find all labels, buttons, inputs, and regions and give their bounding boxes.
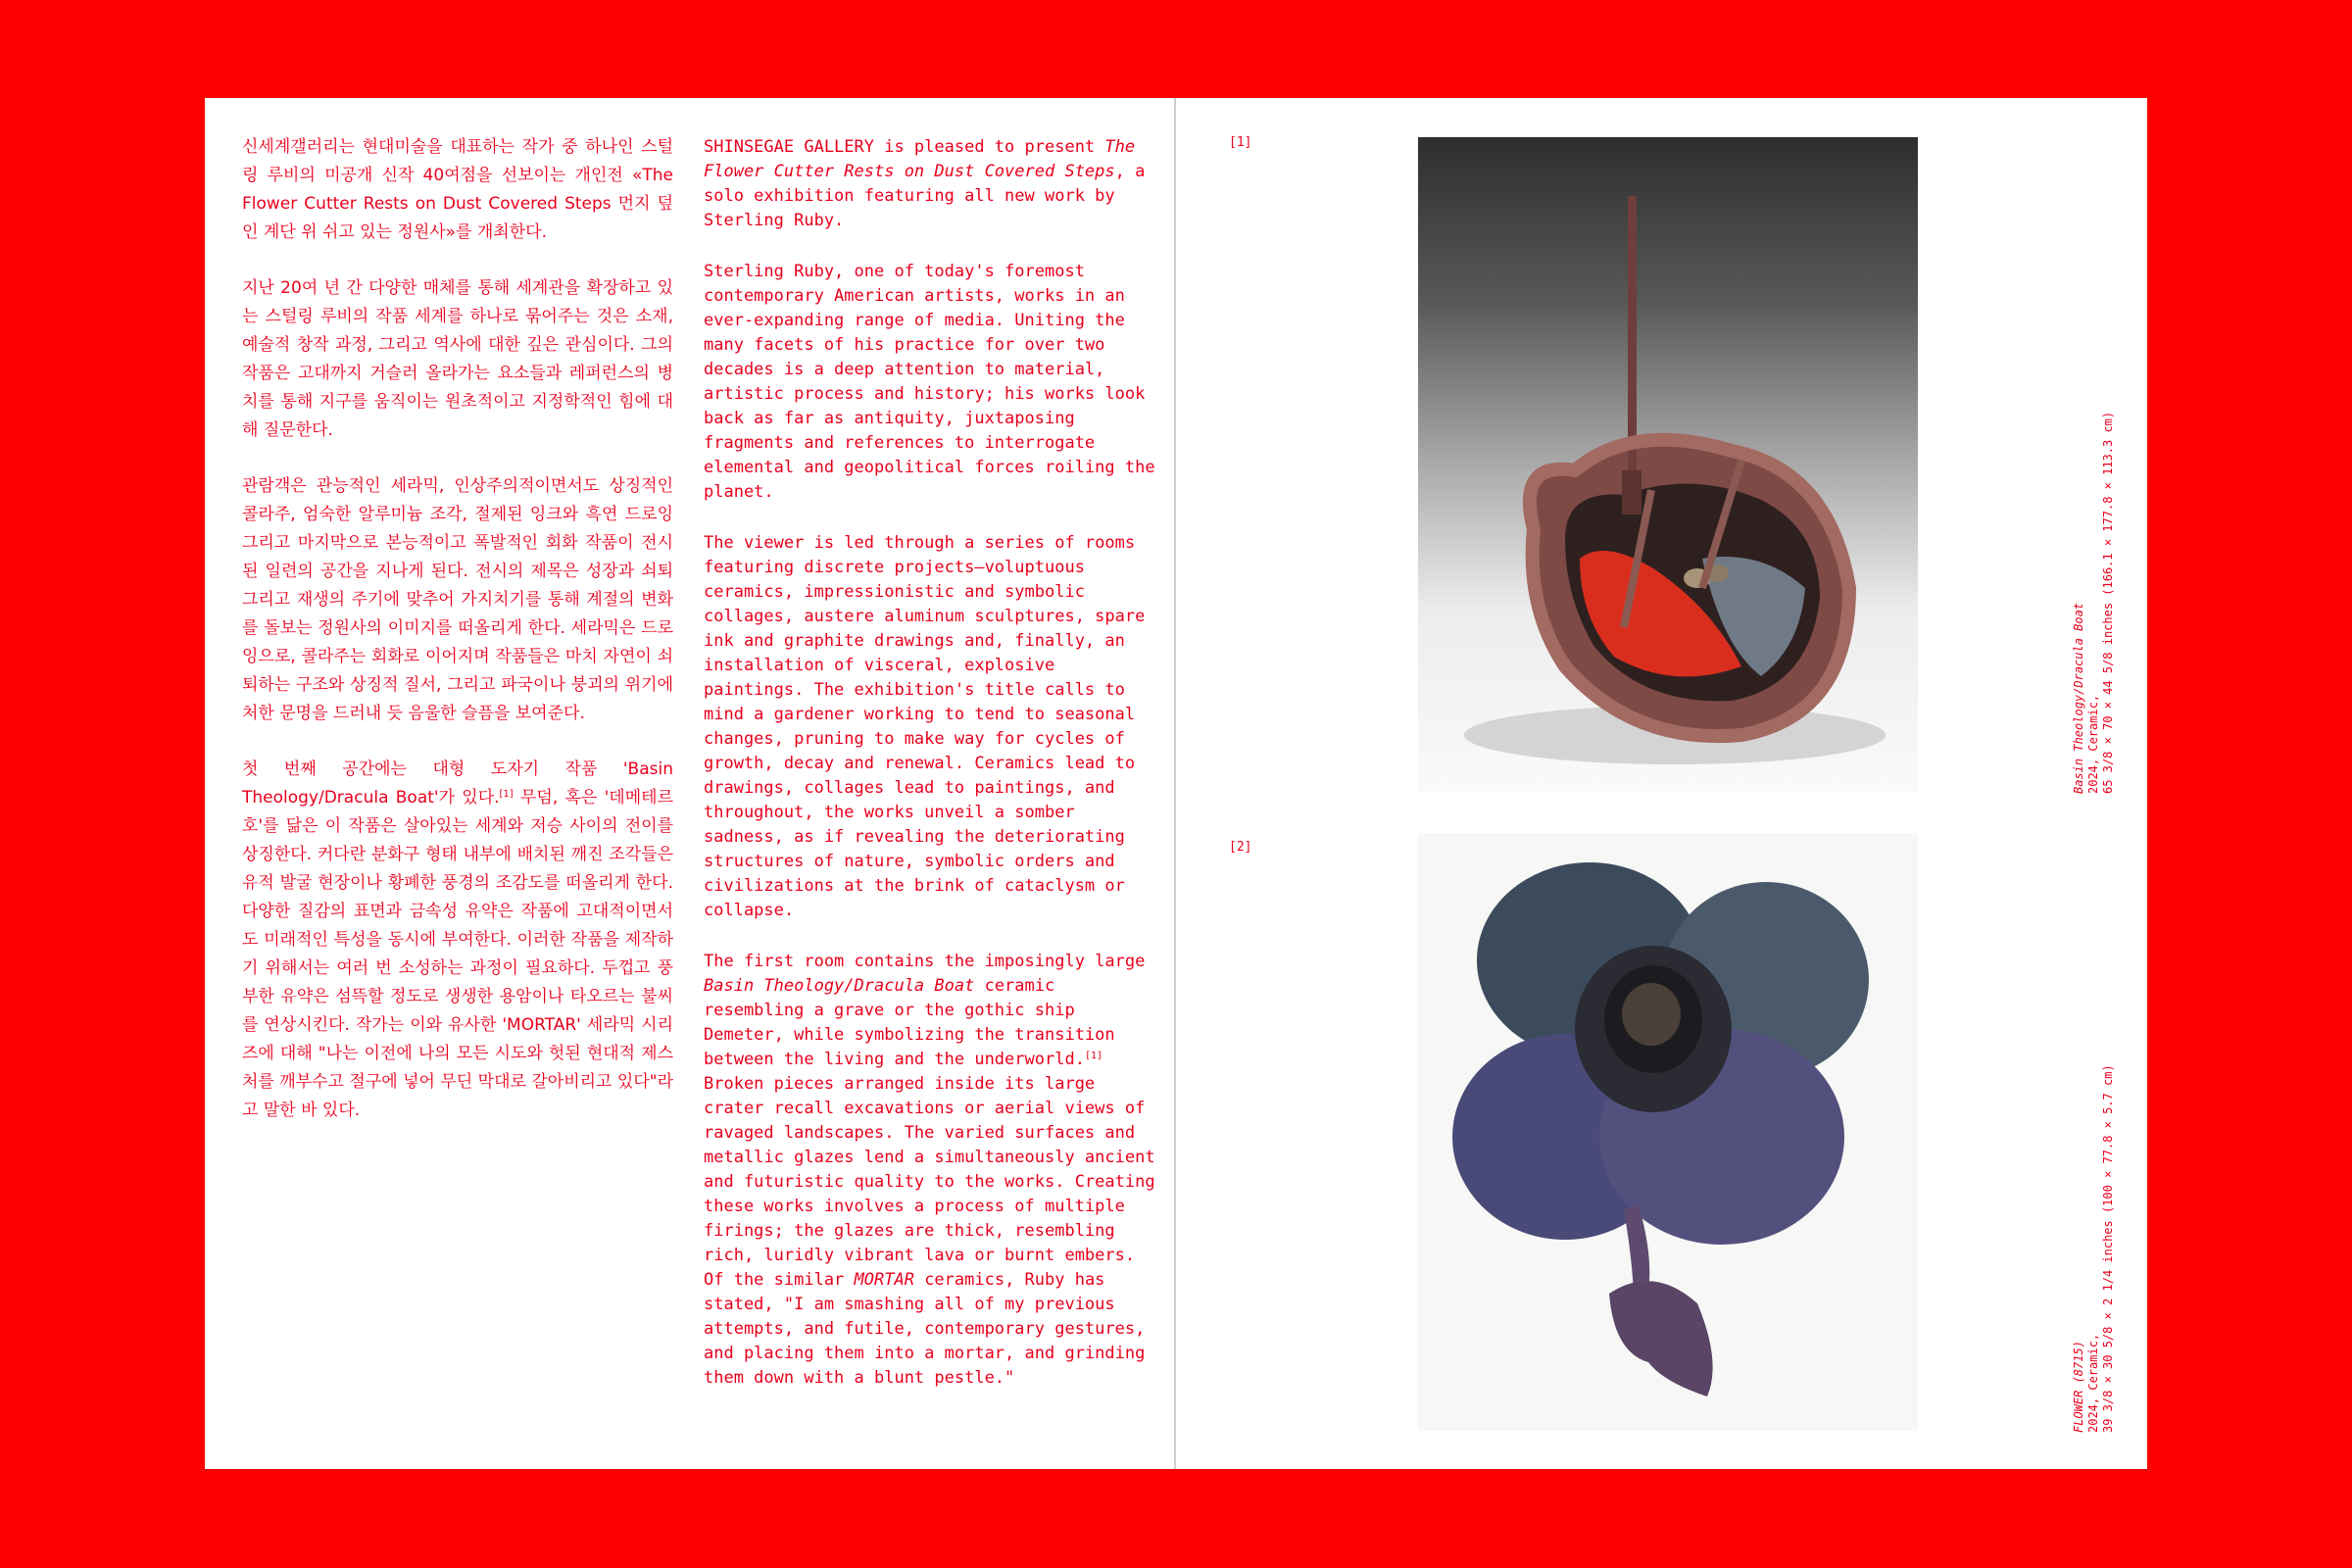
- exhibition-title: The Flower Cutter Rests on Dust Covered Steps: [704, 137, 1136, 181]
- artwork-title-italic: Basin Theology/Dracula Boat: [704, 976, 975, 996]
- english-p1-text-end: , a solo exhibition featuring all new work by Sterling Ruby.: [704, 162, 1146, 230]
- book-spread: [205, 98, 2147, 1469]
- caption-2-dimensions: 39 3/8 × 30 5/8 × 2 1/4 inches (100 × 77.8 × 5.7 cm): [2101, 1064, 2115, 1433]
- caption-2-medium: 2024, Ceramic,: [2086, 1333, 2100, 1433]
- english-text-column: [704, 135, 1164, 1417]
- english-p4-quote: ceramics, Ruby has stated, "I am smashing all of my previous attempts, and futile, contemporary gestures, and placing them into a mortar, and grinding them down with a blunt pestle.": [704, 1270, 1146, 1388]
- korean-paragraph-4: [242, 756, 673, 1125]
- english-paragraph-2: Sterling Ruby, one of today's foremost contemporary American artists, works in an ever-expanding range of media. Uniting the many facets of his practice for over two decades is a deep attention to material, artistic process and history; his works look back as far as antiquity, juxtaposing fragments and references to interrogate elemental and geopolitical forces roiling the planet.: [704, 262, 1155, 502]
- english-p4-text: The first room contains the imposingly large: [704, 952, 1146, 971]
- caption-1-title: Basin Theology/Dracula Boat: [2072, 602, 2085, 794]
- figure-caption-1: [2072, 412, 2116, 794]
- page-gutter: [1174, 98, 1176, 1469]
- korean-paragraph-2: 지난 20여 년 간 다양한 매체를 통해 세계관을 확장하고 있는 스털링 루비의 작품 세계를 하나로 묶어주는 것은 소재, 예술적 창작 과정, 그리고 역사에 대한 깊은 관심이다. 그의 작품은 고대까지 거슬러 올라가는 요소들과 레퍼런스의 병치를 통해 지구를 움직이는 원초적이고 지정학적인 힘에 대해 질문한다.: [242, 278, 673, 440]
- caption-2-title: FLOWER (8715): [2072, 1341, 2085, 1433]
- figure-number-2: [2]: [1229, 840, 1252, 855]
- english-paragraph-1: [704, 135, 1164, 233]
- korean-text-column: [242, 133, 673, 1152]
- boat-sculpture-illustration: [1418, 137, 1918, 792]
- figure-number-1: [1]: [1229, 135, 1252, 150]
- english-paragraph-3: The viewer is led through a series of rooms featuring discrete projects—voluptuous ceramics, impressionistic and symbolic collages, austere aluminum sculptures, spare ink and graphite drawings and, finally, an installation of visceral, explosive paintings. The exhibition's title calls to mind a gardener working to tend to seasonal changes, pruning to make way for cycles of growth, decay and renewal. Ceramics lead to drawings, collages lead to paintings, and throughout, the works unveil a somber sadness, as if revealing the deteriorating structures of nature, symbolic orders and civilizations at the brink of cataclysm or collapse.: [704, 533, 1146, 920]
- korean-paragraph-1: 신세계갤러리는 현대미술을 대표하는 작가 중 하나인 스털링 루비의 미공개 신작 40여점을 선보이는 개인전 «The Flower Cutter Rests on Dust Covered Steps 먼지 덮인 계단 위 쉬고 있는 정원사»를 개최한다.: [242, 137, 673, 242]
- flower-sculpture-illustration: [1418, 833, 1918, 1431]
- english-p4-text-2: ceramic resembling a grave or the gothic ship Demeter, while symbolizing the transition between the living and the underworld.: [704, 976, 1115, 1069]
- mortar-series-italic: MORTAR: [854, 1270, 914, 1290]
- artwork-photo-basin-theology: [1418, 137, 1918, 792]
- korean-paragraph-3: 관람객은 관능적인 세라믹, 인상주의적이면서도 상징적인 콜라주, 엄숙한 알루미늄 조각, 절제된 잉크와 흑연 드로잉 그리고 마지막으로 본능적이고 폭발적인 회화 작품이 전시된 일련의 공간을 지나게 된다. 전시의 제목은 성장과 쇠퇴 그리고 재생의 주기에 맞추어 가지치기를 통해 계절의 변화를 돌보는 정원사의 이미지를 떠올리게 한다. 세라믹은 드로잉으로, 콜라주는 회화로 이어지며 작품들은 마치 자연이 쇠퇴하는 구조와 상징적 질서, 그리고 파국이나 붕괴의 위기에 처한 문명을 드러내 듯 음울한 슬픔을 보여준다.: [242, 476, 673, 723]
- english-footnote-ref: [1]: [1084, 1051, 1102, 1061]
- caption-1-dimensions: 65 3/8 × 70 × 44 5/8 inches (166.1 × 177.8 × 113.3 cm): [2101, 411, 2115, 794]
- korean-footnote-ref: [1]: [499, 789, 514, 800]
- figure-caption-2: [2072, 1064, 2116, 1433]
- english-p1-text: SHINSEGAE GALLERY is pleased to present: [704, 137, 1105, 157]
- english-paragraph-4: [704, 950, 1164, 1391]
- english-p4-text-3: Broken pieces arranged inside its large crater recall excavations or aerial views of ravaged landscapes. The varied surfaces and metallic glazes lend a simultaneously ancient and futuristic quality to the works. Creating these works involves a process of multiple firings; the glazes are thick, resembling rich, luridly vibrant lava or burnt embers. Of the similar: [704, 1074, 1155, 1290]
- artwork-photo-flower: [1418, 833, 1918, 1431]
- caption-1-medium: 2024, Ceramic,: [2086, 694, 2100, 794]
- korean-paragraph-4-rest: 무덤, 혹은 '데메테르 호'를 닮은 이 작품은 살아있는 세계와 저승 사이의 전이를 상징한다. 커다란 분화구 형태 내부에 배치된 깨진 조각들은 유적 발굴 현장이나 황폐한 풍경의 조감도를 떠올리게 한다. 다양한 질감의 표면과 금속성 유약은 작품에 고대적이면서도 미래적인 특성을 동시에 부여한다. 이러한 작품을 제작하기 위해서는 여러 번 소성하는 과정이 필요하다. 두껍고 풍부한 유약은 섬뜩할 정도로 생생한 용암이나 타오르는 불씨를 연상시킨다. 작가는 이와 유사한 'MORTAR' 세라믹 시리즈에 대해 "나는 이전에 나의 모든 시도와 헛된 현대적 제스처를 깨부수고 절구에 넣어 무딘 막대로 갈아비리고 있다"라고 말한 바 있다.: [242, 788, 673, 1120]
- korean-paragraph-4-start: 첫 번째 공간에는 대형 도자기 작품 'Basin Theology/Dracula Boat'가 있다.: [242, 760, 673, 808]
